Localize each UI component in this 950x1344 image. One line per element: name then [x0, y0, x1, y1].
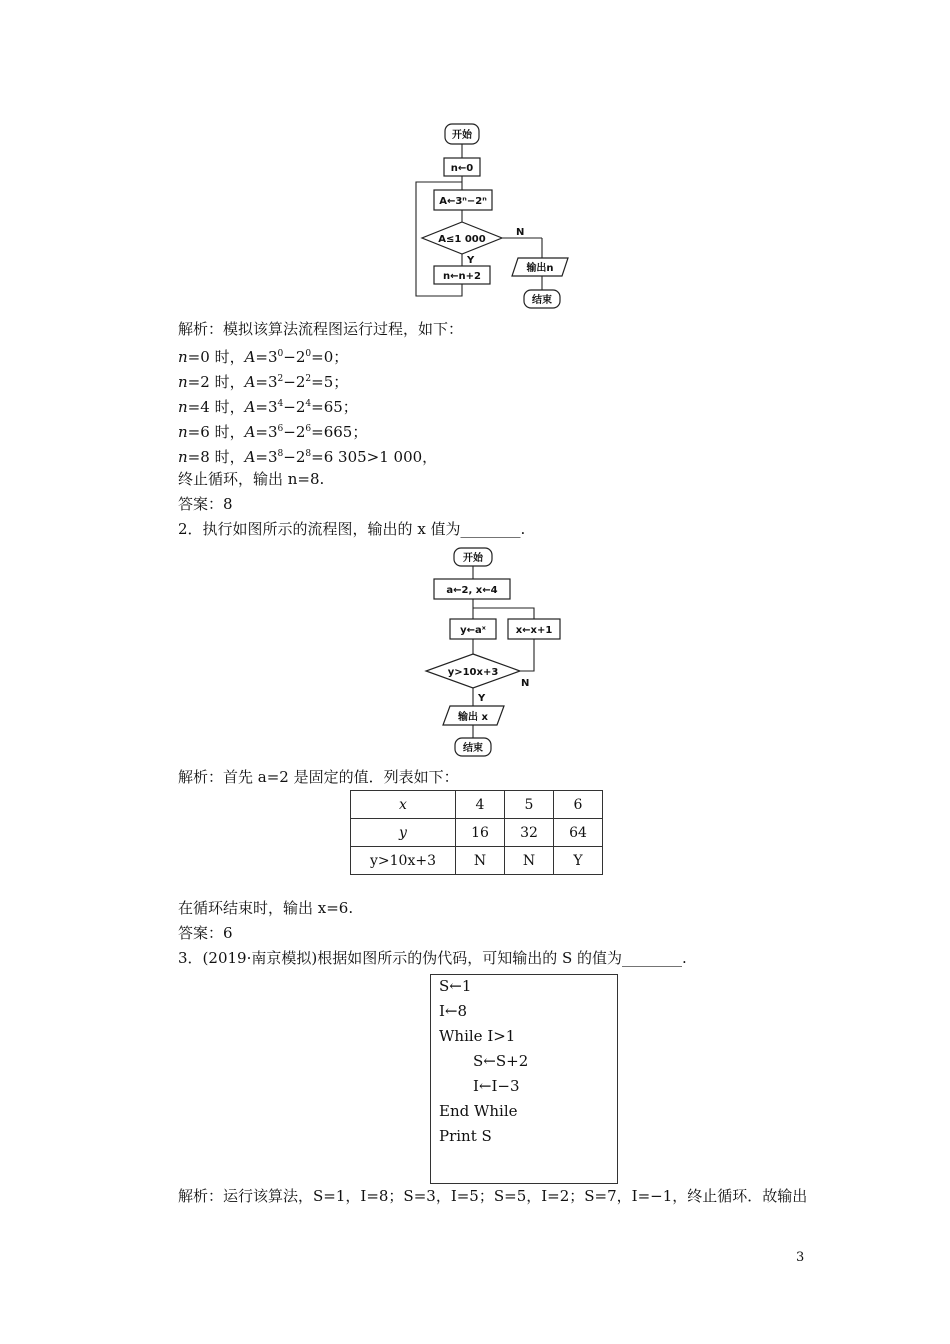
step-result: =5； [311, 373, 349, 391]
table-cell: 64 [554, 819, 603, 847]
solution3: 解析：运行该算法，S=1，I=8；S=3，I=5；S=5，I=2；S=7，I=−1，终止循环．故输出 [178, 1187, 808, 1205]
code-line: Print S [439, 1127, 492, 1145]
value-table [350, 790, 603, 875]
flowchart-1 [400, 120, 590, 310]
solution2-intro: 解析：首先 a=2 是固定的值．列表如下： [178, 768, 459, 786]
flow1-no-label: N [516, 227, 525, 238]
flow2-no-label: N [521, 678, 530, 689]
flow2-end-text: 结束 [463, 743, 483, 754]
code-line: I←8 [439, 1002, 468, 1020]
page-number: 3 [796, 1250, 805, 1265]
step-result: =665； [311, 423, 368, 441]
flow2-output-text: 输出 x [458, 712, 488, 723]
flow1-init-text: n←0 [450, 163, 474, 174]
solution1-step: n=4 时，$A=3^4-2^4=65$； [178, 398, 358, 416]
flow2-yes-label: Y [478, 693, 486, 704]
table-cell: 16 [456, 819, 505, 847]
step-power: 4 [277, 399, 284, 409]
flow1-assign-text: A←3ⁿ−2ⁿ [439, 196, 487, 207]
step-result: =65； [311, 398, 358, 416]
flow1-start-text: 开始 [452, 130, 472, 141]
step-n: 2 [200, 373, 210, 391]
table-cell: 5 [505, 791, 554, 819]
flow2-init-text: a←2, x←4 [446, 585, 498, 596]
step-n: 0 [200, 348, 210, 366]
step-result: =6 305>1 000， [311, 448, 438, 466]
table-cell: N [456, 847, 505, 875]
step-power: 0 [277, 349, 284, 359]
table-cell: Y [554, 847, 603, 875]
table-row [351, 791, 603, 819]
solution2-conclusion: 在循环结束时，输出 x=6. [178, 899, 354, 917]
flow1-output-text: 输出n [526, 263, 554, 274]
solution1-stop: 终止循环，输出 n=8. [178, 470, 325, 488]
step-n: 4 [200, 398, 210, 416]
flow2-start-text: 开始 [463, 553, 483, 564]
solution1-step: n=6 时，$A=3^6-2^6=665$； [178, 423, 368, 441]
table-cell: y>10x+3 [351, 847, 456, 875]
step-power: 6 [277, 424, 284, 434]
question-2: 2．执行如图所示的流程图，输出的 x 值为________. [178, 520, 526, 538]
question-3: 3．(2019·南京模拟)根据如图所示的伪代码，可知输出的 S 的值为________. [178, 949, 687, 967]
flow1-cond-text: A≤1 000 [438, 234, 486, 245]
code-line: S←S+2 [473, 1052, 529, 1070]
flow2-assign-text: y←aˣ [460, 625, 486, 636]
table-cell: 4 [456, 791, 505, 819]
step-power: 2 [277, 374, 284, 384]
step-power: 2 [305, 374, 312, 384]
code-line: S←1 [439, 977, 472, 995]
table-cell: N [505, 847, 554, 875]
table-row [351, 847, 603, 875]
step-power: 8 [277, 449, 284, 459]
flow1-inc-text: n←n+2 [443, 271, 481, 282]
step-power: 0 [305, 349, 312, 359]
code-line: End While [439, 1102, 518, 1120]
step-power: 4 [305, 399, 312, 409]
step-power: 8 [305, 449, 312, 459]
code-line: I←I−3 [473, 1077, 520, 1095]
flow1-end-text: 结束 [532, 295, 552, 306]
answer-2: 答案：6 [178, 924, 233, 942]
solution1-step: n=2 时，$A=3^2-2^2=5$； [178, 373, 349, 391]
solution1-step: n=0 时，$A=3^0-2^0=0$； [178, 348, 349, 366]
table-cell: 32 [505, 819, 554, 847]
step-power: 6 [305, 424, 312, 434]
answer-1: 答案：8 [178, 495, 233, 513]
flow1-yes-label: Y [467, 255, 475, 266]
step-n: 8 [200, 448, 210, 466]
table-cell: x [351, 791, 456, 819]
table-cell: y [351, 819, 456, 847]
solution1-intro: 解析：模拟该算法流程图运行过程，如下： [178, 320, 464, 338]
step-result: =0； [311, 348, 349, 366]
table-row [351, 819, 603, 847]
table-cell: 6 [554, 791, 603, 819]
flowchart-2 [420, 544, 570, 759]
flow2-inc-text: x←x+1 [515, 625, 553, 636]
pseudocode-box [430, 974, 618, 1184]
solution1-step: n=8 时，$A=3^8-2^8=6$ 305>1 000， [178, 448, 438, 466]
flow2-cond-text: y>10x+3 [447, 667, 499, 678]
step-n: 6 [200, 423, 210, 441]
code-line: While I>1 [439, 1027, 516, 1045]
